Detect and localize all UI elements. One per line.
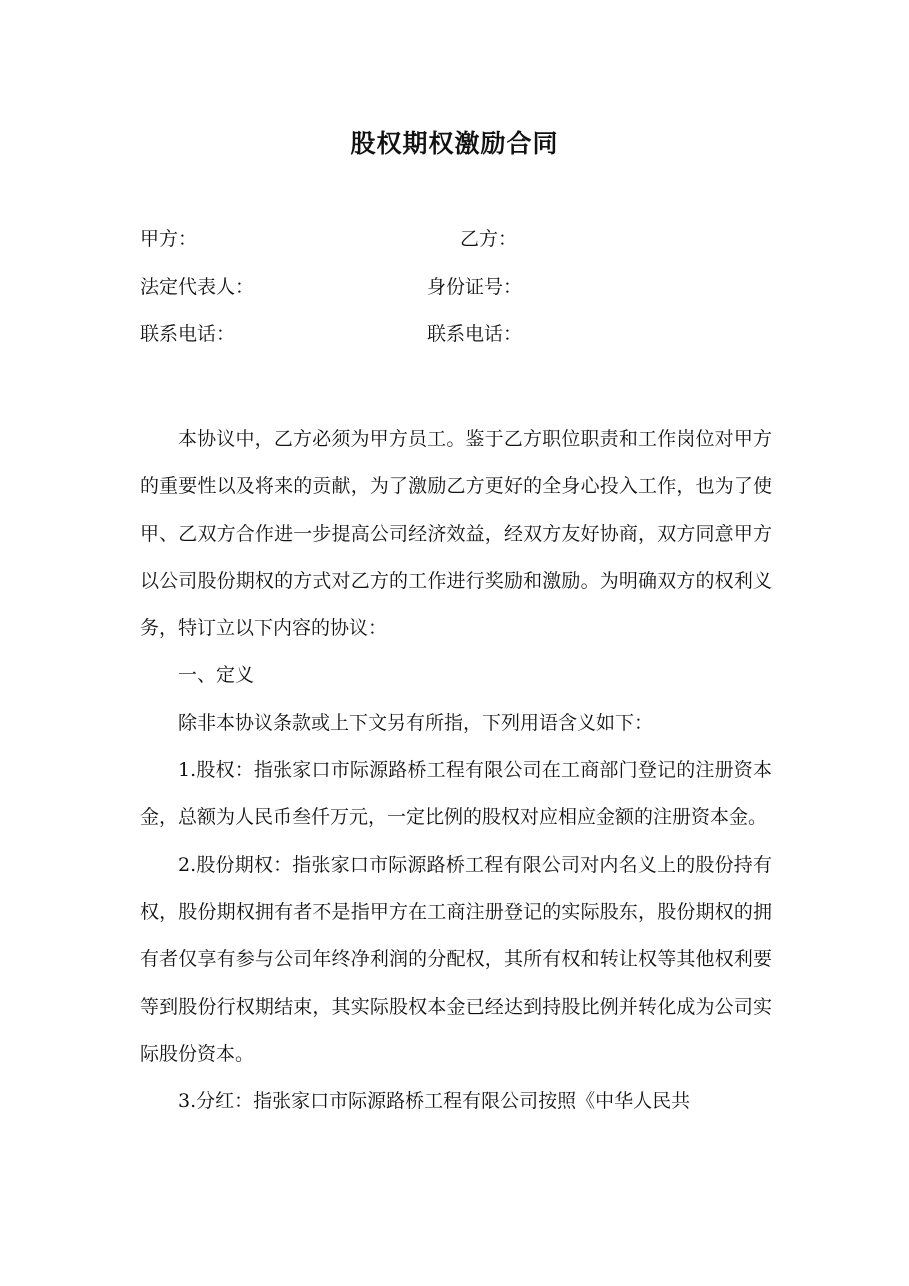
party-row-names [140,224,840,254]
id-number-label: 身份证号： [427,276,523,298]
party-row-phone [140,319,840,349]
party-a-label: 甲方： [140,228,198,250]
definition-item-share-option: 2.股份期权：指张家口市际源路桥工程有限公司对内名义上的股份持有权，股份期权拥有者不是指甲方在工商注册登记的实际股东，股份期权的拥有者仅享有参与公司年终净利润的分配权，其所有权和转让权等其他权利要等到股份行权期结束，其实际股权本金已经达到持股比例并转化成为公司实际股份资本。 [140,853,772,1065]
paragraph-intro: 本协议中，乙方必须为甲方员工。鉴于乙方职位职责和工作岗位对甲方的重要性以及将来的贡献，为了激励乙方更好的全身心投入工作，也为了使甲、乙双方合作进一步提高公司经济效益，经双方友好协商，双方同意甲方以公司股份期权的方式对乙方的工作进行奖励和激励。为明确双方的权利义务，特订立以下内容的协议： [140,428,772,640]
paragraph-definitions-lead: 除非本协议条款或上下文另有所指，下列用语含义如下： [178,711,654,734]
party-row-rep [140,272,840,302]
definition-item-equity: 1.股权：指张家口市际源路桥工程有限公司在工商部门登记的注册资本金，总额为人民币叁仟万元，一定比例的股权对应相应金额的注册资本金。 [140,759,772,829]
section-heading-definitions: 一、定义 [178,664,255,687]
party-b-label: 乙方： [460,228,518,250]
document-title: 股权期权激励合同 [350,129,559,158]
definition-item-dividend: 3.分红：指张家口市际源路桥工程有限公司按照《中华人民共 [178,1090,691,1113]
phone-b-label: 联系电话： [427,323,523,345]
legal-rep-label: 法定代表人： [140,276,255,298]
phone-a-label: 联系电话： [140,323,236,345]
contract-body [140,416,772,1125]
